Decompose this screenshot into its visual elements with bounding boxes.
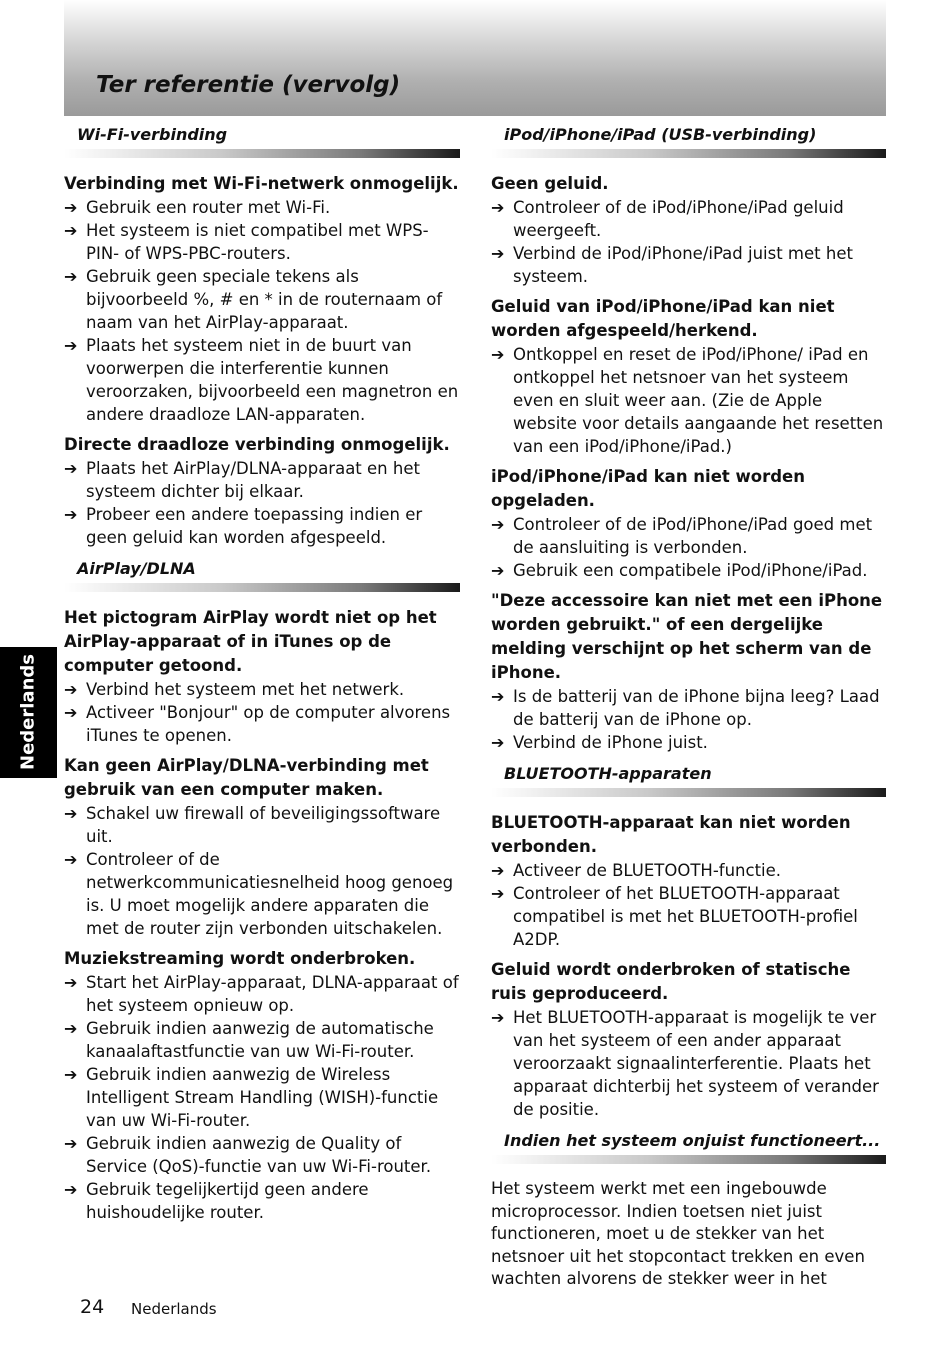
left-column bbox=[64, 122, 460, 1231]
solution-item bbox=[64, 457, 460, 503]
arrow-right-icon: ➔ bbox=[64, 850, 78, 869]
solution-text: Verbind de iPod/iPhone/iPad juist met het systeem. bbox=[513, 244, 853, 286]
arrow-right-icon: ➔ bbox=[64, 1134, 78, 1153]
language-side-tab-label: Nederlands bbox=[17, 654, 39, 770]
solution-text: Ontkoppel en reset de iPod/iPhone/ iPad en ontkoppel het netsnoer van het systeem even en sluit weer aan. (Zie de Apple website voor details aangaande het resetten van een iPod/iPhone/iPad.) bbox=[513, 345, 884, 456]
solution-text: Controleer of de iPod/iPhone/iPad geluid weergeeft. bbox=[513, 198, 844, 240]
page-header bbox=[64, 0, 886, 116]
arrow-right-icon: ➔ bbox=[491, 561, 505, 580]
arrow-right-icon: ➔ bbox=[64, 1180, 78, 1199]
troubleshooting-item bbox=[64, 754, 460, 940]
solution-item bbox=[64, 196, 460, 219]
section bbox=[64, 556, 460, 1224]
solution-item bbox=[491, 242, 886, 288]
section-header bbox=[491, 122, 886, 158]
solution-text: Activeer de BLUETOOTH-functie. bbox=[513, 861, 782, 880]
solution-text: Gebruik tegelijkertijd geen andere huishoudelijke router. bbox=[86, 1180, 369, 1222]
section bbox=[64, 122, 460, 549]
troubleshooting-item bbox=[64, 606, 460, 747]
body-paragraph: Het systeem werkt met een ingebouwde microprocessor. Indien toetsen niet juist functioneren, moet u de stekker van het netsnoer uit het stopcontact trekken en even wachten alvorens de stekker weer in het bbox=[491, 1179, 865, 1288]
solution-item bbox=[64, 265, 460, 334]
arrow-right-icon: ➔ bbox=[491, 861, 505, 880]
solution-item bbox=[64, 1017, 460, 1063]
solution-item bbox=[64, 1178, 460, 1224]
solution-item bbox=[491, 559, 886, 582]
arrow-right-icon: ➔ bbox=[491, 884, 505, 903]
problem-heading: "Deze accessoire kan niet met een iPhone worden gebruikt." of een dergelijke melding verschijnt op het scherm van de iPhone. bbox=[491, 591, 883, 682]
solution-item bbox=[491, 513, 886, 559]
language-side-tab bbox=[0, 647, 57, 778]
troubleshooting-item bbox=[491, 958, 886, 1121]
section-divider-bar bbox=[491, 149, 886, 158]
problem-heading: Directe draadloze verbinding onmogelijk. bbox=[64, 435, 450, 454]
solution-item bbox=[64, 1132, 460, 1178]
arrow-right-icon: ➔ bbox=[64, 973, 78, 992]
problem-heading: Verbinding met Wi-Fi-netwerk onmogelijk. bbox=[64, 174, 459, 193]
solution-text: Activeer "Bonjour" op de computer alvorens iTunes te openen. bbox=[86, 703, 451, 745]
arrow-right-icon: ➔ bbox=[64, 336, 78, 355]
section-header bbox=[491, 1128, 886, 1164]
troubleshooting-item bbox=[491, 811, 886, 951]
solution-item bbox=[491, 685, 886, 731]
arrow-right-icon: ➔ bbox=[491, 244, 505, 263]
arrow-right-icon: ➔ bbox=[64, 198, 78, 217]
arrow-right-icon: ➔ bbox=[491, 198, 505, 217]
solution-item bbox=[64, 848, 460, 940]
section-title: iPod/iPhone/iPad (USB-verbinding) bbox=[504, 125, 817, 144]
section-title: BLUETOOTH-apparaten bbox=[504, 764, 712, 783]
problem-heading: Geen geluid. bbox=[491, 174, 609, 193]
page-number: 24 bbox=[80, 1296, 105, 1318]
arrow-right-icon: ➔ bbox=[64, 804, 78, 823]
solution-text: Is de batterij van de iPhone bijna leeg? Laad de batterij van de iPhone op. bbox=[513, 687, 880, 729]
section-title: Wi-Fi-verbinding bbox=[77, 125, 228, 144]
problem-heading: BLUETOOTH-apparaat kan niet worden verbonden. bbox=[491, 813, 851, 856]
solution-text: Gebruik indien aanwezig de Quality of Service (QoS)-functie van uw Wi-Fi-router. bbox=[86, 1134, 432, 1176]
section-divider-bar bbox=[64, 583, 460, 592]
right-column bbox=[491, 122, 886, 1291]
section-header bbox=[64, 556, 460, 592]
solution-item bbox=[64, 971, 460, 1017]
problem-heading: iPod/iPhone/iPad kan niet worden opgeladen. bbox=[491, 467, 805, 510]
problem-heading: Het pictogram AirPlay wordt niet op het AirPlay-apparaat of in iTunes op de computer getoond. bbox=[64, 608, 437, 675]
troubleshooting-item bbox=[491, 589, 886, 754]
troubleshooting-item bbox=[491, 172, 886, 288]
troubleshooting-item bbox=[64, 433, 460, 549]
solution-text: Gebruik een compatibele iPod/iPhone/iPad. bbox=[513, 561, 868, 580]
arrow-right-icon: ➔ bbox=[64, 703, 78, 722]
solution-item bbox=[491, 1006, 886, 1121]
solution-item bbox=[64, 219, 460, 265]
arrow-right-icon: ➔ bbox=[491, 345, 505, 364]
section bbox=[491, 122, 886, 754]
solution-text: Schakel uw firewall of beveiligingssoftware uit. bbox=[86, 804, 441, 846]
problem-heading: Geluid van iPod/iPhone/iPad kan niet worden afgespeeld/herkend. bbox=[491, 297, 835, 340]
solution-text: Gebruik indien aanwezig de Wireless Intelligent Stream Handling (WISH)-functie van uw Wi-Fi-router. bbox=[86, 1065, 439, 1130]
arrow-right-icon: ➔ bbox=[64, 680, 78, 699]
section-divider-bar bbox=[64, 149, 460, 158]
solution-text: Verbind de iPhone juist. bbox=[513, 733, 708, 752]
solution-text: Plaats het systeem niet in de buurt van voorwerpen die interferentie kunnen veroorzaken, bijvoorbeeld een magnetron en andere draadloze LAN-apparaten. bbox=[86, 336, 459, 424]
solution-item bbox=[491, 731, 886, 754]
footer-language: Nederlands bbox=[131, 1300, 217, 1318]
solution-item bbox=[491, 859, 886, 882]
solution-item bbox=[64, 802, 460, 848]
solution-item bbox=[64, 1063, 460, 1132]
section-divider-bar bbox=[491, 1155, 886, 1164]
solution-item bbox=[64, 701, 460, 747]
solution-text: Gebruik een router met Wi-Fi. bbox=[86, 198, 331, 217]
solution-text: Verbind het systeem met het netwerk. bbox=[86, 680, 405, 699]
solution-item bbox=[64, 503, 460, 549]
troubleshooting-item bbox=[64, 947, 460, 1224]
arrow-right-icon: ➔ bbox=[64, 267, 78, 286]
solution-item bbox=[64, 678, 460, 701]
solution-text: Plaats het AirPlay/DLNA-apparaat en het systeem dichter bij elkaar. bbox=[86, 459, 420, 501]
arrow-right-icon: ➔ bbox=[491, 687, 505, 706]
arrow-right-icon: ➔ bbox=[491, 733, 505, 752]
solution-text: Controleer of de iPod/iPhone/iPad goed met de aansluiting is verbonden. bbox=[513, 515, 873, 557]
section bbox=[491, 1128, 886, 1291]
solution-text: Probeer een andere toepassing indien er geen geluid kan worden afgespeeld. bbox=[86, 505, 423, 547]
troubleshooting-item bbox=[64, 172, 460, 426]
section-title: Indien het systeem onjuist functioneert... bbox=[504, 1131, 881, 1150]
problem-heading: Muziekstreaming wordt onderbroken. bbox=[64, 949, 416, 968]
section-header bbox=[64, 122, 460, 158]
solution-item bbox=[64, 334, 460, 426]
problem-heading: Geluid wordt onderbroken of statische ruis geproduceerd. bbox=[491, 960, 851, 1003]
solution-item bbox=[491, 196, 886, 242]
solution-item bbox=[491, 882, 886, 951]
arrow-right-icon: ➔ bbox=[64, 505, 78, 524]
section-title: AirPlay/DLNA bbox=[77, 559, 196, 578]
arrow-right-icon: ➔ bbox=[491, 1008, 505, 1027]
page-title: Ter referentie (vervolg) bbox=[96, 72, 401, 98]
solution-text: Gebruik indien aanwezig de automatische kanaalaftastfunctie van uw Wi-Fi-router. bbox=[86, 1019, 434, 1061]
section-divider-bar bbox=[491, 788, 886, 797]
solution-text: Controleer of de netwerkcommunicatiesnelheid hoog genoeg is. U moet mogelijk andere apparaten die met de router zijn verbonden uitschakelen. bbox=[86, 850, 454, 938]
arrow-right-icon: ➔ bbox=[64, 1065, 78, 1084]
section-header bbox=[491, 761, 886, 797]
arrow-right-icon: ➔ bbox=[491, 515, 505, 534]
arrow-right-icon: ➔ bbox=[64, 221, 78, 240]
arrow-right-icon: ➔ bbox=[64, 1019, 78, 1038]
troubleshooting-item bbox=[491, 465, 886, 582]
solution-text: Het systeem is niet compatibel met WPS-PIN- of WPS-PBC-routers. bbox=[86, 221, 429, 263]
solution-text: Start het AirPlay-apparaat, DLNA-apparaat of het systeem opnieuw op. bbox=[86, 973, 459, 1015]
solution-item bbox=[491, 343, 886, 458]
arrow-right-icon: ➔ bbox=[64, 459, 78, 478]
troubleshooting-item bbox=[491, 295, 886, 458]
solution-text: Het BLUETOOTH-apparaat is mogelijk te ver van het systeem of een ander apparaat veroorzaakt signaalinterferentie. Plaats het apparaat dichterbij het systeem of verander de positie. bbox=[513, 1008, 879, 1119]
section bbox=[491, 761, 886, 1121]
solution-text: Gebruik geen speciale tekens als bijvoorbeeld %, # en * in de routernaam of naam van het AirPlay-apparaat. bbox=[86, 267, 443, 332]
solution-text: Controleer of het BLUETOOTH-apparaat compatibel is met het BLUETOOTH-profiel A2DP. bbox=[513, 884, 858, 949]
problem-heading: Kan geen AirPlay/DLNA-verbinding met gebruik van een computer maken. bbox=[64, 756, 429, 799]
